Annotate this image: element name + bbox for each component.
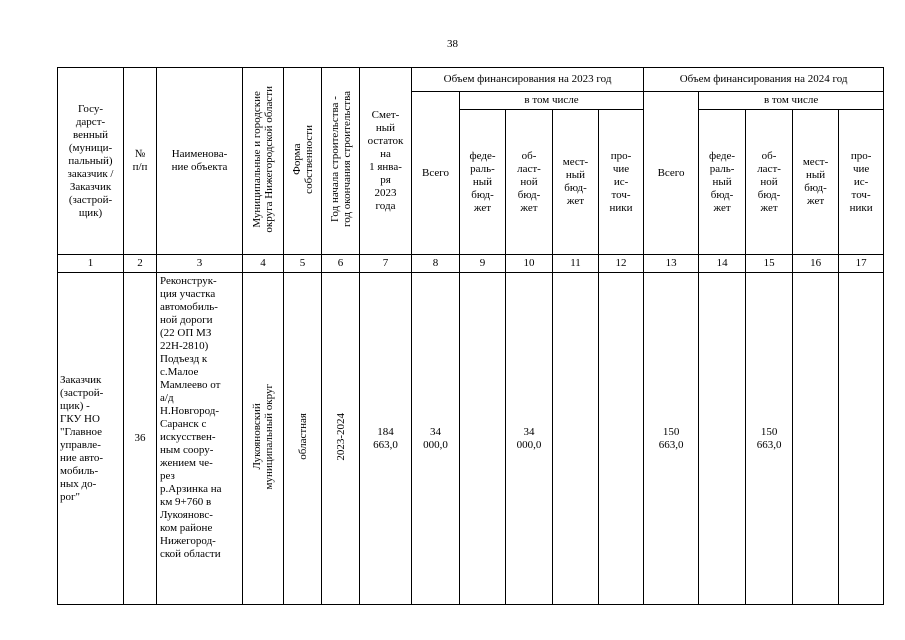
header-customer: Госу- дарст- венный (муници- пальный) заказчик / Заказчик (застрой- щик) bbox=[58, 68, 124, 255]
row-total-2024: 150 663,0 bbox=[644, 273, 699, 605]
column-number: 15 bbox=[746, 255, 793, 273]
column-number: 2 bbox=[124, 255, 157, 273]
row-federal-2023 bbox=[460, 273, 506, 605]
header-other-2023: про- чие ис- точ- ники bbox=[599, 110, 644, 255]
header-federal-2024: феде- раль- ный бюд- жет bbox=[699, 110, 746, 255]
row-federal-2024 bbox=[699, 273, 746, 605]
header-total-2023: Всего bbox=[412, 92, 460, 255]
row-total-2023: 34 000,0 bbox=[412, 273, 460, 605]
row-local-2024 bbox=[793, 273, 839, 605]
column-number: 6 bbox=[322, 255, 360, 273]
header-local-2023: мест- ный бюд- жет bbox=[553, 110, 599, 255]
row-regional-2023: 34 000,0 bbox=[506, 273, 553, 605]
column-number: 3 bbox=[157, 255, 243, 273]
column-number: 8 bbox=[412, 255, 460, 273]
header-regional-2023: об- ласт- ной бюд- жет bbox=[506, 110, 553, 255]
column-number: 13 bbox=[644, 255, 699, 273]
header-other-2024: про- чие ис- точ- ники bbox=[839, 110, 884, 255]
header-years: Год начала строительства - год окончания строительства bbox=[322, 68, 360, 255]
column-number: 9 bbox=[460, 255, 506, 273]
row-customer: Заказчик (застрой- щик) - ГКУ НО "Главное управле- ние авто- мобиль- ных до- рог" bbox=[58, 273, 124, 605]
header-estimate: Смет- ный остаток на 1 янва- ря 2023 года bbox=[360, 68, 412, 255]
column-number: 16 bbox=[793, 255, 839, 273]
header-object-name: Наименова- ние объекта bbox=[157, 68, 243, 255]
column-number: 4 bbox=[243, 255, 284, 273]
header-municipality: Муниципальные и городские округа Нижегородской области bbox=[243, 68, 284, 255]
column-number: 10 bbox=[506, 255, 553, 273]
header-regional-2024: об- ласт- ной бюд- жет bbox=[746, 110, 793, 255]
page-number: 38 bbox=[447, 38, 458, 50]
header-num: № п/п bbox=[124, 68, 157, 255]
row-regional-2024: 150 663,0 bbox=[746, 273, 793, 605]
header-ownership: Форма собственности bbox=[284, 68, 322, 255]
column-number: 14 bbox=[699, 255, 746, 273]
row-object-name: Реконструк- ция участка автомобиль- ной дороги (22 ОП МЗ 22Н-2810) Подъезд к с.Малое Мамлеево от а/д Н.Новгород- Саранск с искусствен- ным соору- жением че- рез р.Арзинка на км 9+760 в Лукояновс- ком районе Нижегород- ской области bbox=[157, 273, 243, 605]
column-number: 17 bbox=[839, 255, 884, 273]
column-number-row bbox=[58, 255, 884, 273]
row-municipality: Лукояновский муниципальный округ bbox=[243, 273, 284, 605]
header-including-2023: в том числе bbox=[460, 92, 644, 110]
column-number: 11 bbox=[553, 255, 599, 273]
row-local-2023 bbox=[553, 273, 599, 605]
header-total-2024: Всего bbox=[644, 92, 699, 255]
column-number: 7 bbox=[360, 255, 412, 273]
column-number: 5 bbox=[284, 255, 322, 273]
budget-table bbox=[57, 67, 884, 605]
column-number: 12 bbox=[599, 255, 644, 273]
row-num: 36 bbox=[124, 273, 157, 605]
row-years: 2023-2024 bbox=[322, 273, 360, 605]
header-funding-2024: Объем финансирования на 2024 год bbox=[644, 68, 884, 92]
row-estimate: 184 663,0 bbox=[360, 273, 412, 605]
column-number: 1 bbox=[58, 255, 124, 273]
row-ownership: областная bbox=[284, 273, 322, 605]
header-including-2024: в том числе bbox=[699, 92, 884, 110]
table-row bbox=[58, 273, 884, 605]
row-other-2024 bbox=[839, 273, 884, 605]
header-funding-2023: Объем финансирования на 2023 год bbox=[412, 68, 644, 92]
row-other-2023 bbox=[599, 273, 644, 605]
header-federal-2023: феде- раль- ный бюд- жет bbox=[460, 110, 506, 255]
header-local-2024: мест- ный бюд- жет bbox=[793, 110, 839, 255]
